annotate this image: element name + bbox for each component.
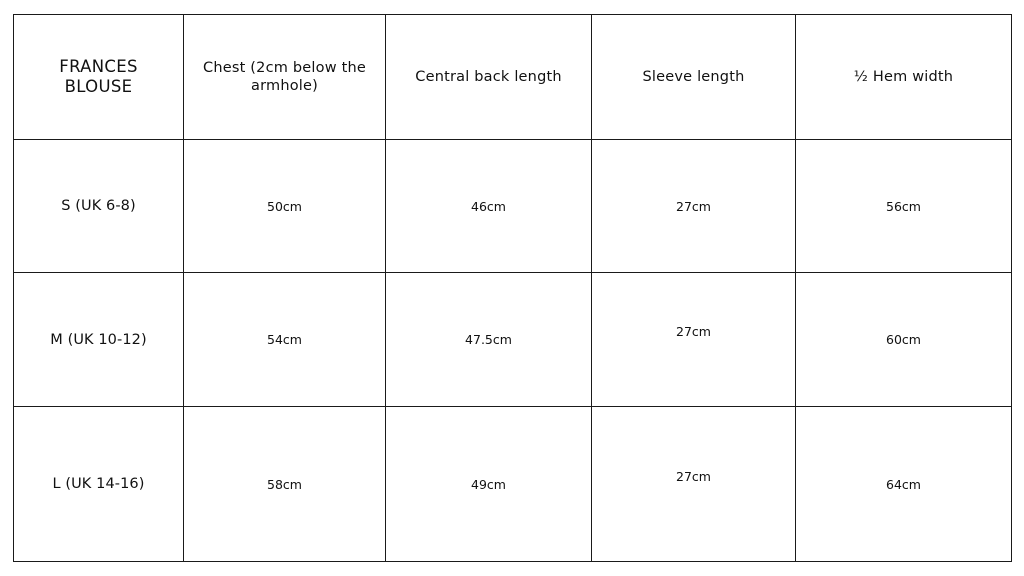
- table-row: [14, 273, 1012, 407]
- size-label: M (UK 10-12): [14, 273, 184, 407]
- table-title-line-1: FRANCES: [59, 57, 138, 76]
- back-length-value: 46cm: [386, 140, 592, 273]
- sleeve-length-text: 27cm: [676, 468, 711, 484]
- header-central-back-length: Central back length: [386, 15, 592, 140]
- chest-value: 50cm: [184, 140, 386, 273]
- table-title-line-2: BLOUSE: [64, 77, 133, 96]
- sleeve-length-text: 27cm: [676, 324, 711, 339]
- chest-value: 54cm: [184, 273, 386, 407]
- hem-width-value: 56cm: [796, 140, 1012, 273]
- table-row: [14, 407, 1012, 562]
- size-label: L (UK 14-16): [14, 407, 184, 562]
- header-half-hem-width: ½ Hem width: [796, 15, 1012, 140]
- chest-value: 58cm: [184, 407, 386, 562]
- size-chart-table: [13, 14, 1012, 562]
- sleeve-length-value: 27cm: [592, 140, 796, 273]
- header-chest: Chest (2cm below the armhole): [184, 15, 386, 140]
- size-label: S (UK 6-8): [14, 140, 184, 273]
- table-title: [14, 15, 184, 140]
- header-row: [14, 15, 1012, 140]
- sleeve-length-value: [592, 407, 796, 562]
- sleeve-length-value: [592, 273, 796, 407]
- hem-width-value: 64cm: [796, 407, 1012, 562]
- back-length-value: 47.5cm: [386, 273, 592, 407]
- hem-width-value: 60cm: [796, 273, 1012, 407]
- header-sleeve-length: Sleeve length: [592, 15, 796, 140]
- back-length-value: 49cm: [386, 407, 592, 562]
- table-row: [14, 140, 1012, 273]
